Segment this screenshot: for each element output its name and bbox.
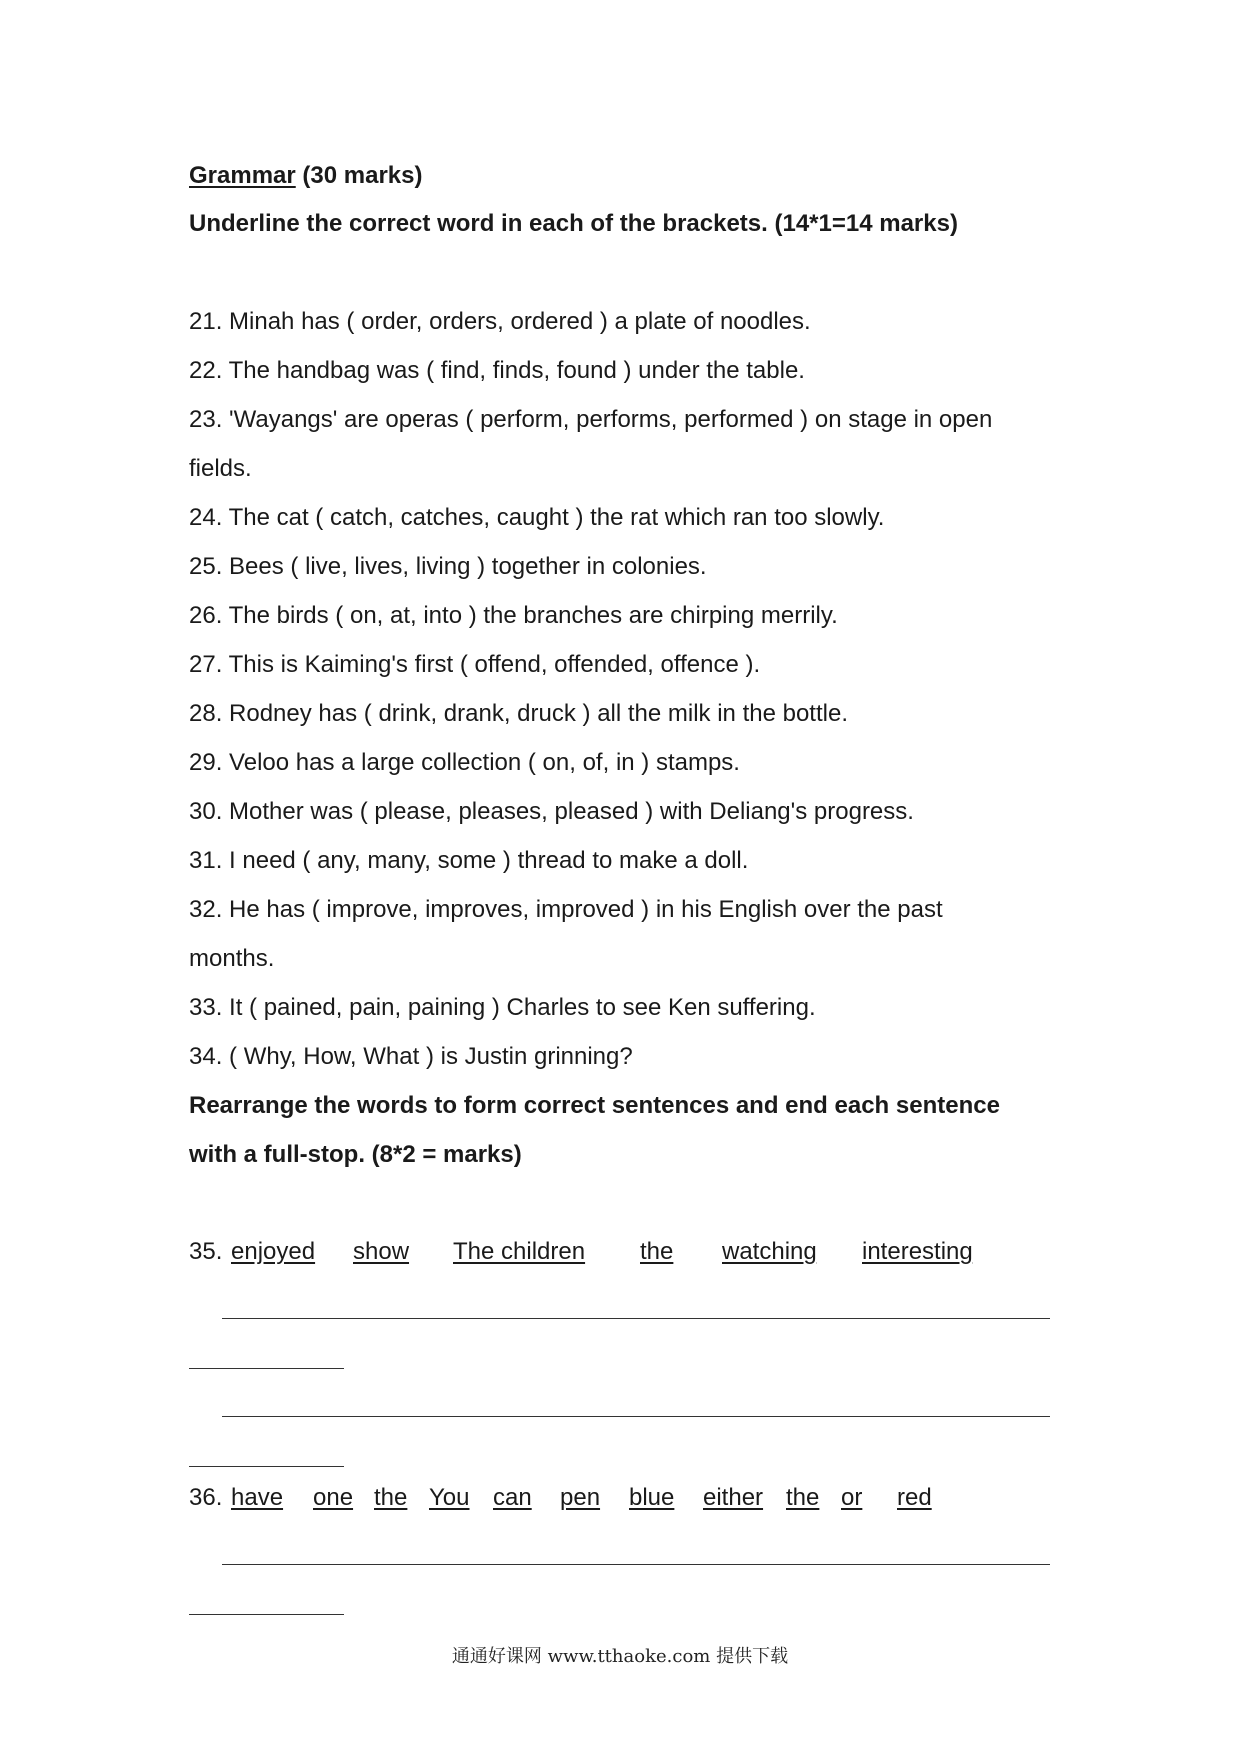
section-title: Grammar: [189, 162, 296, 189]
question-line: fields.: [189, 455, 252, 482]
question-line: 21. Minah has ( order, orders, ordered ) a plate of noodles.: [189, 308, 811, 335]
question-line: 28. Rodney has ( drink, drank, druck ) all the milk in the bottle.: [189, 700, 848, 727]
jumbled-word: You: [429, 1484, 470, 1511]
question-line: 30. Mother was ( please, pleases, pleased ) with Deliang's progress.: [189, 798, 914, 825]
question-line: 25. Bees ( live, lives, living ) together in colonies.: [189, 553, 707, 580]
section-marks: (30 marks): [302, 162, 423, 189]
answer-line[interactable]: [189, 1368, 344, 1369]
answer-line[interactable]: [222, 1318, 1050, 1319]
answer-line[interactable]: [222, 1416, 1050, 1417]
jumbled-word: interesting: [862, 1238, 973, 1265]
page-footer: 通通好课网 www.tthaoke.com 提供下载: [451, 1646, 789, 1667]
question-line: 23. 'Wayangs' are operas ( perform, performs, performed ) on stage in open: [189, 406, 993, 433]
question-number: 35.: [189, 1238, 223, 1265]
jumbled-word: either: [703, 1484, 764, 1511]
question-line: 26. The birds ( on, at, into ) the branches are chirping merrily.: [189, 602, 838, 629]
question-number: 36.: [189, 1484, 223, 1511]
question-line: 34. ( Why, How, What ) is Justin grinning?: [189, 1043, 633, 1070]
question-line: months.: [189, 945, 275, 972]
question-line: 32. He has ( improve, improves, improved ) in his English over the past: [189, 896, 943, 923]
question-line: 31. I need ( any, many, some ) thread to make a doll.: [189, 847, 749, 874]
jumbled-word: or: [841, 1484, 863, 1511]
part-a-instruction: Underline the correct word in each of the brackets. (14*1=14 marks): [189, 210, 958, 237]
jumbled-word: the: [374, 1484, 408, 1511]
question-line: 22. The handbag was ( find, finds, found ) under the table.: [189, 357, 805, 384]
jumbled-word: blue: [629, 1484, 675, 1511]
jumbled-word: the: [786, 1484, 820, 1511]
section-heading: [189, 161, 422, 191]
question-line: 33. It ( pained, pain, paining ) Charles to see Ken suffering.: [189, 994, 816, 1021]
part-b-instruction-line-1: Rearrange the words to form correct sentences and end each sentence: [189, 1092, 1000, 1119]
answer-line[interactable]: [189, 1614, 344, 1615]
jumbled-word: one: [313, 1484, 354, 1511]
jumbled-word: the: [640, 1238, 674, 1265]
jumbled-word: have: [231, 1484, 284, 1511]
question-line: 27. This is Kaiming's first ( offend, offended, offence ).: [189, 651, 761, 678]
answer-line[interactable]: [222, 1564, 1050, 1565]
jumbled-word: can: [493, 1484, 532, 1511]
jumbled-word: red: [897, 1484, 932, 1511]
question-line: 24. The cat ( catch, catches, caught ) the rat which ran too slowly.: [189, 504, 885, 531]
jumbled-word: show: [353, 1238, 410, 1265]
answer-line[interactable]: [189, 1466, 344, 1467]
jumbled-word: enjoyed: [231, 1238, 316, 1265]
question-line: 29. Veloo has a large collection ( on, of, in ) stamps.: [189, 749, 740, 776]
part-b-instruction-line-2: with a full-stop. (8*2 = marks): [189, 1141, 522, 1168]
jumbled-word: The children: [453, 1238, 586, 1265]
jumbled-word: watching: [722, 1238, 817, 1265]
jumbled-word: pen: [560, 1484, 601, 1511]
